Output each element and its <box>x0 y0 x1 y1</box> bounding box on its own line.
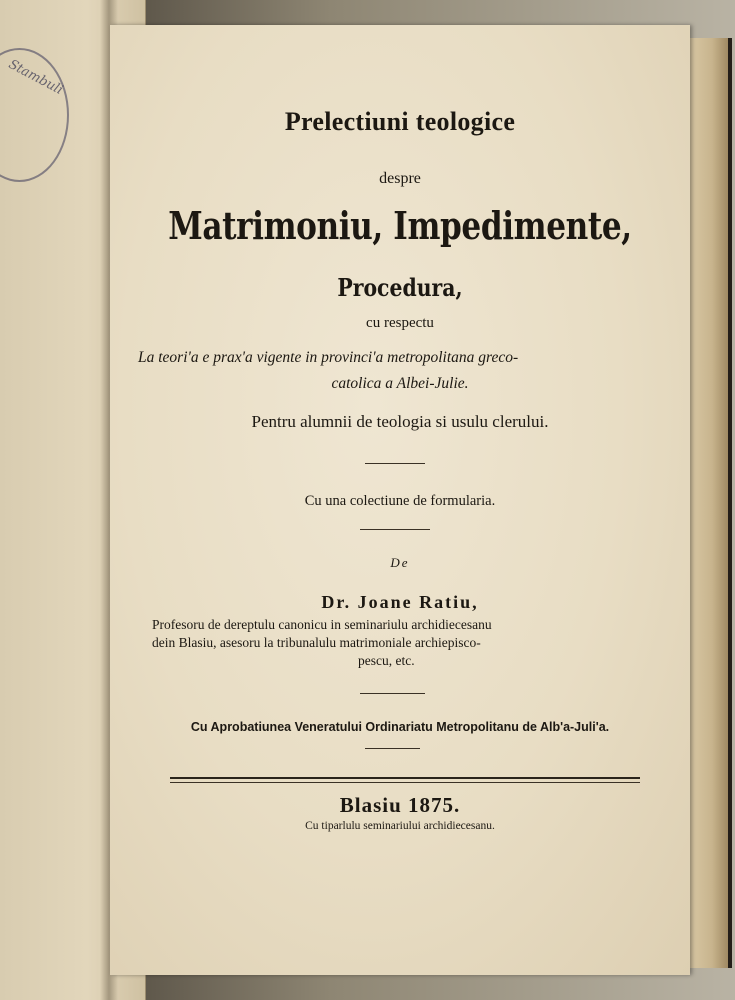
approbation-line: Cu Aprobatiunea Veneratului Ordinariatu Metropolitanu de Alb'a-Juli'a. <box>190 720 610 734</box>
despre-line: despre <box>379 170 421 187</box>
divider-4 <box>365 748 420 749</box>
subtitle-line-1: La teori'a e prax'a vigente in provinci'a metropolitana greco- <box>138 349 519 366</box>
stamp-handwriting: Stambuli <box>5 56 66 99</box>
affiliation-line-3: pescu, etc. <box>358 653 415 668</box>
main-title: Matrimoniu, Impedimente, <box>168 203 632 248</box>
procedura-line: Procedura, <box>337 273 463 302</box>
book-title: Prelectiuni teologice <box>284 107 516 136</box>
imprint-rule-thin <box>170 782 640 783</box>
place-year: Blasiu 1875. <box>339 793 461 817</box>
printer-line: Cu tiparlulu seminariului archidiecesanu. <box>305 820 495 832</box>
affiliation-line-1: Profesoru de dereptulu canonicu in seminariulu archidiecesanu <box>152 617 492 632</box>
divider-1 <box>365 463 425 464</box>
author-name: Dr. Joane Ratiu, <box>321 592 479 612</box>
title-page <box>110 25 690 975</box>
purpose-line: Pentru alumnii de teologia si usulu clerului. <box>251 412 549 431</box>
divider-2 <box>360 529 430 530</box>
cu-respectu-line: cu respectu <box>366 315 434 331</box>
imprint-rule-thick <box>170 777 640 779</box>
formularia-line: Cu una colectiune de formularia. <box>304 493 496 509</box>
affiliation-line-2: dein Blasiu, asesoru la tribunalulu matrimoniale archiepisco- <box>152 635 481 650</box>
subtitle-line-2: catolica a Albei-Julie. <box>331 375 469 392</box>
by-line: De <box>390 555 410 570</box>
divider-3 <box>360 693 425 694</box>
back-cover-edge <box>688 38 732 968</box>
